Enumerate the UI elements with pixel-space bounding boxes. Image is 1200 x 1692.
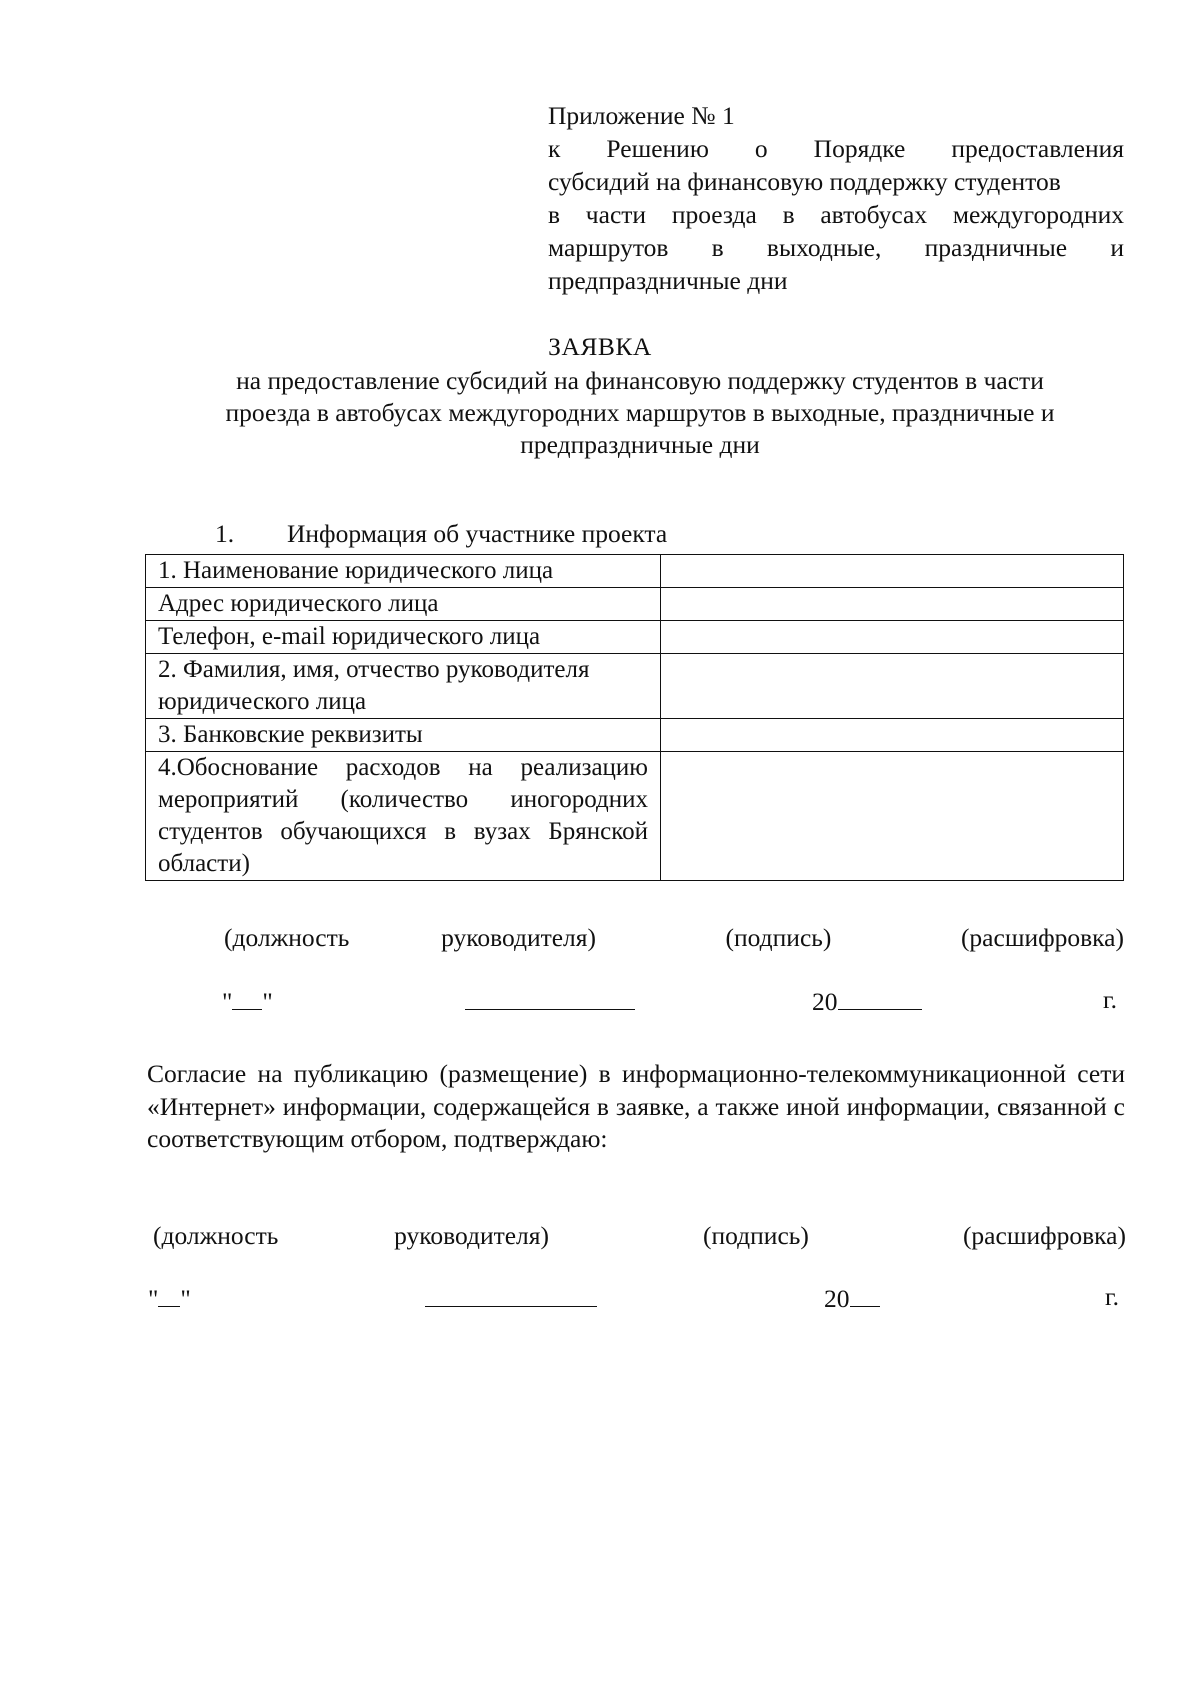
quote-open: "	[148, 1284, 159, 1313]
appendix-line	[548, 198, 1124, 231]
row-value-cell[interactable]	[660, 654, 1123, 719]
appendix-word: междугородних	[952, 200, 1124, 229]
appendix-word: и	[1110, 233, 1124, 262]
quote-close: "	[180, 1284, 191, 1313]
appendix-word: праздничные	[924, 233, 1068, 262]
appendix-word: проезда	[671, 200, 757, 229]
appendix-line	[548, 165, 1124, 198]
section-number: 1.	[215, 519, 235, 548]
appendix-word: о	[754, 134, 768, 163]
table-row	[146, 621, 1124, 654]
position-label: (должность	[224, 923, 350, 952]
decode-label: (расшифровка)	[960, 923, 1124, 952]
manager-label: руководителя)	[441, 923, 596, 952]
year-blank	[850, 1282, 880, 1307]
row-value-cell[interactable]	[660, 555, 1123, 588]
appendix-word: в	[711, 233, 724, 262]
consent-paragraph: Согласие на публикацию (размещение) в информационно-телекоммуникационной сети «Интернет» информации, содержащейся в заявке, а также иной информации, связанной с соответствующим отбором, подтверждаю:	[147, 1059, 1125, 1153]
quote-open: "	[222, 987, 233, 1016]
appendix-word: автобусах	[820, 200, 928, 229]
row-label: 2. Фамилия, имя, отчество руководителя юридического лица	[146, 654, 661, 719]
document-subtitle	[140, 365, 1140, 461]
subtitle-line: на предоставление субсидий на финансовую поддержку студентов в части	[236, 366, 1044, 395]
row-label: 3. Банковские реквизиты	[146, 719, 661, 752]
table-row	[146, 654, 1124, 719]
appendix-word: предоставления	[951, 134, 1124, 163]
day-blank	[158, 1282, 180, 1307]
year-suffix: г.	[1103, 985, 1117, 1014]
row-label: 4.Обоснование расходов на реализацию мероприятий (количество иногородних студентов обучающихся в вузах Брянской области)	[146, 752, 661, 881]
table-row	[146, 752, 1124, 881]
manager-label: руководителя)	[394, 1221, 549, 1250]
decode-label: (расшифровка)	[962, 1221, 1126, 1250]
appendix-title: Приложение № 1	[548, 101, 735, 130]
date-day[interactable]	[222, 985, 273, 1017]
document-title: ЗАЯВКА	[548, 332, 652, 361]
appendix-word: части	[585, 200, 647, 229]
position-label: (должность	[153, 1221, 279, 1250]
appendix-word: Порядке	[813, 134, 906, 163]
appendix-word: к	[548, 134, 561, 163]
appendix-line	[548, 231, 1124, 264]
appendix-word: субсидий на финансовую поддержку студентов	[548, 167, 1061, 196]
appendix-last-line: предпраздничные дни	[548, 266, 788, 295]
row-label: Телефон, e-mail юридического лица	[146, 621, 661, 654]
section-heading	[215, 519, 667, 549]
signature-row	[224, 923, 1124, 953]
sign-label: (подпись)	[725, 923, 832, 952]
date-day[interactable]	[148, 1282, 191, 1314]
subtitle-line: проезда в автобусах междугородних маршрутов в выходные, праздничные и	[225, 398, 1055, 427]
day-blank	[232, 985, 262, 1010]
quote-close: "	[262, 987, 273, 1016]
row-value-cell[interactable]	[660, 719, 1123, 752]
date-year[interactable]	[812, 985, 922, 1017]
year-prefix: 20	[812, 987, 838, 1016]
appendix-line	[548, 132, 1124, 165]
signature-row	[153, 1221, 1126, 1251]
signature-position	[153, 1221, 549, 1251]
year-blank	[838, 985, 922, 1010]
section-title: Информация об участнике проекта	[287, 519, 668, 548]
month-blank[interactable]	[465, 985, 635, 1010]
appendix-word: маршрутов	[548, 233, 669, 262]
year-suffix: г.	[1105, 1282, 1119, 1311]
row-value-cell[interactable]	[660, 621, 1123, 654]
date-year[interactable]	[824, 1282, 880, 1314]
subtitle-line: предпраздничные дни	[520, 430, 760, 459]
row-value-cell[interactable]	[660, 752, 1123, 881]
appendix-word: выходные,	[766, 233, 882, 262]
row-value-cell[interactable]	[660, 588, 1123, 621]
appendix-word: Решению	[606, 134, 709, 163]
signature-position	[224, 923, 596, 953]
participant-info-table	[145, 554, 1124, 881]
appendix-word: в	[782, 200, 795, 229]
appendix-block	[548, 99, 1124, 297]
table-row	[146, 719, 1124, 752]
sign-label: (подпись)	[703, 1221, 809, 1250]
appendix-word: в	[548, 200, 561, 229]
table-row	[146, 588, 1124, 621]
month-blank[interactable]	[425, 1282, 597, 1307]
row-label: Адрес юридического лица	[146, 588, 661, 621]
row-label: 1. Наименование юридического лица	[146, 555, 661, 588]
year-prefix: 20	[824, 1284, 850, 1313]
table-row	[146, 555, 1124, 588]
